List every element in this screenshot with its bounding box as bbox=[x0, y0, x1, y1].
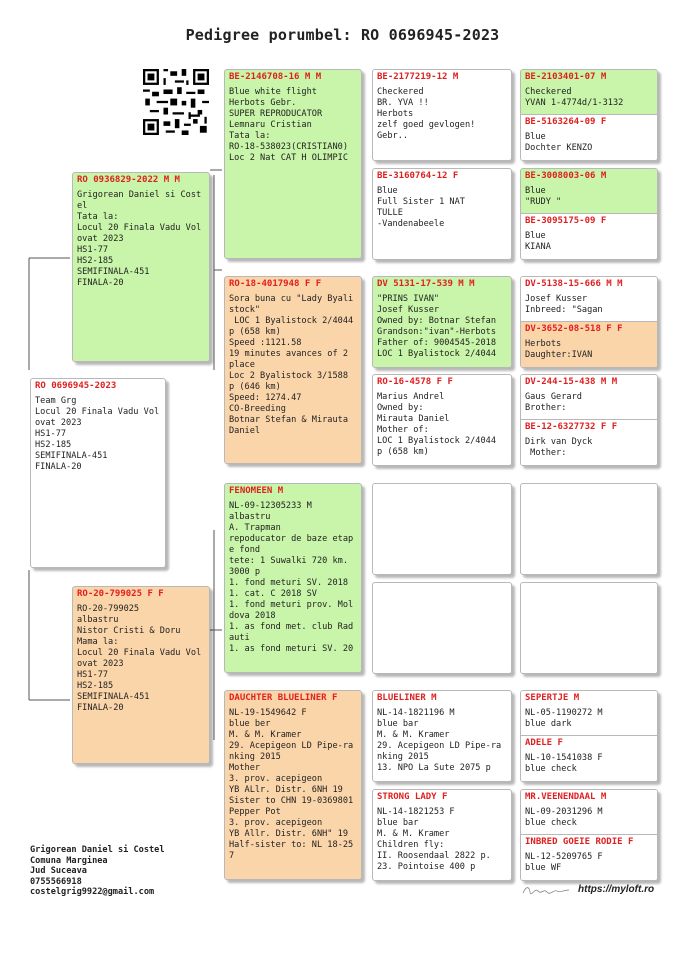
ggp-line: nking 2015 bbox=[377, 752, 429, 762]
gen4-card[interactable] bbox=[521, 277, 657, 321]
ggp-line: Mirauta Daniel bbox=[377, 414, 450, 424]
dam-dam-line: YB ALlr. Distr. 6NH 19 bbox=[229, 785, 343, 795]
sire-line: Grigorean Daniel si Cost bbox=[77, 190, 202, 200]
ggp-line: Herbots bbox=[377, 109, 414, 119]
dam-sire-line: tete: 1 Suwalki 720 km. bbox=[229, 556, 348, 566]
owner-county: Jud Suceava bbox=[30, 866, 87, 876]
dam-sire-line: repoducator de baze etap bbox=[229, 534, 354, 544]
ggp-line: NL-14-1821196 M bbox=[377, 708, 455, 718]
ggp-line: blue bar bbox=[377, 818, 419, 828]
dam-dam-line: Half-sister to: NL 18-25 bbox=[229, 840, 354, 850]
ggp-line: TULLE bbox=[377, 208, 403, 218]
gen4-card[interactable] bbox=[521, 790, 657, 834]
ggp-line: blue bar bbox=[377, 719, 419, 729]
sire-sire-line: Tata la: bbox=[229, 131, 271, 141]
dam-line: Nistor Cristi & Doru bbox=[77, 626, 181, 636]
dam-line: albastru bbox=[77, 615, 119, 625]
dam-line: HS2-185 bbox=[77, 681, 114, 691]
dam-dam-line: 3. prov. acepigeon bbox=[229, 774, 323, 784]
dam-dam-line: M. & M. Kramer bbox=[229, 730, 302, 740]
ggp-line: II. Roosendaal 2822 p. bbox=[377, 851, 491, 861]
owner-name: Grigorean Daniel si Costel bbox=[30, 845, 165, 855]
ggp-card-sdd[interactable] bbox=[372, 374, 512, 466]
gen4-line: KIANA bbox=[525, 242, 551, 252]
ggp-line: 29. Acepigeon LD Pipe-ra bbox=[377, 741, 502, 751]
dam-sire-line: 1. fond meturi prov. Mol bbox=[229, 600, 354, 610]
ggp-card-sds[interactable] bbox=[372, 276, 512, 368]
sire-line: el bbox=[77, 201, 88, 211]
sire-dam-line: Daniel bbox=[229, 426, 261, 436]
ggp-card-sss[interactable] bbox=[372, 69, 512, 161]
sire-sire-line: Lemnaru Cristian bbox=[229, 120, 312, 130]
gen4-card[interactable] bbox=[521, 691, 657, 735]
gen4-line: blue dark bbox=[525, 719, 572, 729]
ggp-ring: RO-16-4578 F F bbox=[377, 377, 453, 387]
ggp-line: 13. NPO La Sute 2075 p bbox=[377, 763, 491, 773]
dam-dam-line: NL-19-1549642 F bbox=[229, 708, 307, 718]
gen4-line: Gaus Gerard bbox=[525, 392, 582, 402]
gen4-line: blue WF bbox=[525, 863, 562, 873]
gen4-line: NL-05-1190272 M bbox=[525, 708, 603, 718]
dam-sire-line: 1. fond meturi SV. 2018 bbox=[229, 578, 348, 588]
ggp-ring: BLUELINER M bbox=[377, 693, 437, 703]
dam-dam-line: 3. prov. acepigeon bbox=[229, 818, 323, 828]
dam-line: SEMIFINALA-451 bbox=[77, 692, 150, 702]
subject-line: HS1-77 bbox=[35, 429, 67, 439]
gen4-card[interactable] bbox=[521, 70, 657, 114]
ggp-line: Owned by: bbox=[377, 403, 424, 413]
sire-dam-line: Botnar Stefan & Mirauta bbox=[229, 415, 348, 425]
gen4-card-empty[interactable] bbox=[520, 582, 658, 674]
gen4-card[interactable] bbox=[521, 213, 657, 260]
gen4-line: Dirk van Dyck bbox=[525, 437, 593, 447]
gen4-ring: INBRED GOEIE RODIE F bbox=[525, 837, 634, 847]
gen4-line: NL-12-5209765 F bbox=[525, 852, 603, 862]
sire-dam-line: place bbox=[229, 360, 255, 370]
gen4-line: Checkered bbox=[525, 87, 572, 97]
ggp-line: p (658 km) bbox=[377, 447, 429, 457]
dam-sire-line: auti bbox=[229, 633, 250, 643]
ggp-line: -Vandenabeele bbox=[377, 219, 445, 229]
gen4-line: YVAN 1-4774d/1-3132 bbox=[525, 98, 624, 108]
gen4-ring: BE-3095175-09 F bbox=[525, 216, 607, 226]
dam-sire-card[interactable] bbox=[224, 483, 362, 673]
gen4-line: blue check bbox=[525, 764, 577, 774]
ggp-line: Gebr.. bbox=[377, 131, 409, 141]
dam-sire-line: 1. cat. C 2018 SV bbox=[229, 589, 317, 599]
owner-contact bbox=[30, 845, 165, 898]
gen4-card[interactable] bbox=[521, 419, 657, 466]
sire-ring: RO 0936829-2022 M M bbox=[77, 175, 180, 185]
sire-sire-line: RO-18-538023(CRISTIAN0) bbox=[229, 142, 348, 152]
gen4-card[interactable] bbox=[521, 321, 657, 368]
ggp-line: Checkered bbox=[377, 87, 424, 97]
sire-dam-line: stock" bbox=[229, 305, 261, 315]
dam-dam-line: 29. Acepigeon LD Pipe-ra bbox=[229, 741, 354, 751]
gen4-line: Dochter KENZO bbox=[525, 143, 593, 153]
gen4-card[interactable] bbox=[521, 834, 657, 881]
dam-sire-line: 1. as fond meturi SV. 20 bbox=[229, 644, 354, 654]
ggp-line: M. & M. Kramer bbox=[377, 829, 450, 839]
dam-sire-ring: FENOMEEN M bbox=[229, 486, 284, 496]
gen4-line: blue check bbox=[525, 818, 577, 828]
owner-email[interactable]: costelgrig9922@gmail.com bbox=[30, 887, 155, 897]
ggp-line: Josef Kusser bbox=[377, 305, 440, 315]
sire-dam-line: Speed :1121.58 bbox=[229, 338, 302, 348]
sire-dam-line: 19 minutes avances of 2 bbox=[229, 349, 348, 359]
gen4-line: Inbreed: "Sagan bbox=[525, 305, 603, 315]
dam-dam-line: YB Allr. Distr. 6NH" 19 bbox=[229, 829, 348, 839]
sire-line: HS2-185 bbox=[77, 256, 114, 266]
dam-sire-line: 3000 p bbox=[229, 567, 261, 577]
sire-dam-line: Sora buna cu "Lady Byali bbox=[229, 294, 354, 304]
gen4-ring: ADELE F bbox=[525, 738, 563, 748]
sire-dam-card[interactable] bbox=[224, 276, 362, 464]
gen4-ring: SEPERTJE M bbox=[525, 693, 580, 703]
dam-dam-line: Sister to CHN 19-0369801 bbox=[229, 796, 354, 806]
gen4-ring: DV-3652-08-518 F F bbox=[525, 324, 623, 334]
sire-line: FINALA-20 bbox=[77, 278, 124, 288]
sire-sire-line: SUPER REPRODUCATOR bbox=[229, 109, 323, 119]
dam-sire-line: NL-09-12305233 M bbox=[229, 501, 312, 511]
ggp-line: zelf goed gevlogen! bbox=[377, 120, 476, 130]
ggp-line: Marius Andrel bbox=[377, 392, 445, 402]
subject-card[interactable] bbox=[30, 378, 166, 568]
dam-line: RO-20-799025 bbox=[77, 604, 140, 614]
ggp-line: Grandson:"ivan"-Herbots bbox=[377, 327, 496, 337]
dam-card[interactable] bbox=[72, 586, 210, 764]
ggp-ring: BE-3160764-12 F bbox=[377, 171, 459, 181]
sire-card[interactable] bbox=[72, 172, 210, 362]
sire-dam-ring: RO-18-4017948 F F bbox=[229, 279, 322, 289]
owner-commune: Comuna Marginea bbox=[30, 855, 108, 866]
gen4-ring: BE-3008003-06 M bbox=[525, 171, 607, 181]
gen4-pair bbox=[520, 374, 658, 466]
gen4-card[interactable] bbox=[521, 375, 657, 419]
gen4-ring: DV-5138-15-666 M M bbox=[525, 279, 623, 289]
dam-sire-line: e fond bbox=[229, 545, 261, 555]
sire-dam-line: Speed: 1274.47 bbox=[229, 393, 302, 403]
gen4-card[interactable] bbox=[521, 735, 657, 782]
ggp-line: M. & M. Kramer bbox=[377, 730, 450, 740]
dam-sire-line: A. Trapman bbox=[229, 523, 281, 533]
sire-sire-line: Blue white flight bbox=[229, 87, 317, 97]
gen4-ring: DV-244-15-438 M M bbox=[525, 377, 618, 387]
ggp-line: Mother of: bbox=[377, 425, 429, 435]
ggp-line: Blue bbox=[377, 186, 398, 196]
gen4-pair bbox=[520, 168, 658, 260]
ggp-card-ssd[interactable] bbox=[372, 168, 512, 260]
gen4-line: Josef Kusser bbox=[525, 294, 588, 304]
page-title: Pedigree porumbel: RO 0696945-2023 bbox=[185, 26, 500, 44]
ggp-line: Full Sister 1 NAT bbox=[377, 197, 465, 207]
sire-dam-line: Loc 2 Byalistock 3/1588 bbox=[229, 371, 348, 381]
ggp-line: Father of: 9004545-2018 bbox=[377, 338, 496, 348]
gen4-card[interactable] bbox=[521, 114, 657, 161]
gen4-pair bbox=[520, 690, 658, 782]
ggp-line: LOC 1 Byalistock 2/4044 bbox=[377, 436, 496, 446]
gen4-ring: MR.VEENENDAAL M bbox=[525, 792, 607, 802]
dam-dam-line: nking 2015 bbox=[229, 752, 281, 762]
ggp-ring: DV 5131-17-539 M M bbox=[377, 279, 475, 289]
gen4-card-empty[interactable] bbox=[520, 483, 658, 575]
gen4-line: Brother: bbox=[525, 403, 567, 413]
gen4-line: "RUDY " bbox=[525, 197, 562, 207]
dam-dam-line: Mother bbox=[229, 763, 261, 773]
sire-sire-line: Herbots Gebr. bbox=[229, 98, 297, 108]
dam-dam-ring: DAUCHTER BLUELINER F bbox=[229, 693, 338, 703]
gen4-line: Blue bbox=[525, 186, 546, 196]
dam-dam-line: 7 bbox=[229, 851, 235, 861]
dam-line: ovat 2023 bbox=[77, 659, 124, 669]
dam-sire-line: dova 2018 bbox=[229, 611, 276, 621]
subject-ring: RO 0696945-2023 bbox=[35, 381, 117, 391]
gen4-line: NL-10-1541038 F bbox=[525, 753, 603, 763]
dam-dam-line: Pepper Pot bbox=[229, 807, 281, 817]
dam-dam-line: blue ber bbox=[229, 719, 271, 729]
gen4-line: Blue bbox=[525, 231, 546, 241]
ggp-line: NL-14-1821253 F bbox=[377, 807, 455, 817]
ggp-line: 23. Pointoise 400 p bbox=[377, 862, 476, 872]
subject-line: ovat 2023 bbox=[35, 418, 82, 428]
sire-dam-line: CO-Breeding bbox=[229, 404, 286, 414]
ggp-card-empty[interactable] bbox=[372, 483, 512, 575]
sire-line: ovat 2023 bbox=[77, 234, 124, 244]
subject-line: Locul 20 Finala Vadu Vol bbox=[35, 407, 160, 417]
sire-sire-ring: BE-2146708-16 M M bbox=[229, 72, 322, 82]
ggp-line: Owned by: Botnar Stefan bbox=[377, 316, 496, 326]
ggp-line: Children fly: bbox=[377, 840, 445, 850]
dam-sire-line: 1. as fond met. club Rad bbox=[229, 622, 354, 632]
website-link[interactable]: https://myloft.ro bbox=[578, 884, 655, 895]
gen4-ring: BE-5163264-09 F bbox=[525, 117, 607, 127]
ggp-line: LOC 1 Byalistock 2/4044 bbox=[377, 349, 496, 359]
sire-line: Locul 20 Finala Vadu Vol bbox=[77, 223, 202, 233]
ggp-ring: STRONG LADY F bbox=[377, 792, 448, 802]
subject-line: FINALA-20 bbox=[35, 462, 82, 472]
gen4-pair bbox=[520, 276, 658, 368]
ggp-line: "PRINS IVAN" bbox=[377, 294, 440, 304]
subject-line: HS2-185 bbox=[35, 440, 72, 450]
gen4-line: Herbots bbox=[525, 339, 562, 349]
subject-line: SEMIFINALA-451 bbox=[35, 451, 108, 461]
gen4-ring: BE-12-6327732 F F bbox=[525, 422, 618, 432]
gen4-line: Mother: bbox=[525, 448, 567, 458]
ggp-ring: BE-2177219-12 M bbox=[377, 72, 459, 82]
ggp-card-empty[interactable] bbox=[372, 582, 512, 674]
dam-dam-card[interactable] bbox=[224, 690, 362, 880]
gen4-pair bbox=[520, 789, 658, 881]
sire-line: Tata la: bbox=[77, 212, 119, 222]
dam-line: FINALA-20 bbox=[77, 703, 124, 713]
dam-sire-line: albastru bbox=[229, 512, 271, 522]
gen4-line: NL-09-2031296 M bbox=[525, 807, 603, 817]
sire-dam-line: p (658 km) bbox=[229, 327, 281, 337]
sire-line: HS1-77 bbox=[77, 245, 109, 255]
gen4-line: Blue bbox=[525, 132, 546, 142]
sire-dam-line: LOC 1 Byalistock 2/4044 bbox=[229, 316, 354, 326]
owner-phone: 0755566918 bbox=[30, 876, 82, 887]
gen4-ring: BE-2103401-07 M bbox=[525, 72, 607, 82]
ggp-line: BR. YVA !! bbox=[377, 98, 429, 108]
signature-icon bbox=[521, 884, 571, 896]
sire-dam-line: p (646 km) bbox=[229, 382, 281, 392]
subject-line: Team Grg bbox=[35, 396, 77, 406]
dam-line: Locul 20 Finala Vadu Vol bbox=[77, 648, 202, 658]
dam-line: Mama la: bbox=[77, 637, 119, 647]
sire-sire-line: Loc 2 Nat CAT H OLIMPIC bbox=[229, 153, 348, 163]
sire-line: SEMIFINALA-451 bbox=[77, 267, 150, 277]
sire-sire-card[interactable] bbox=[224, 69, 362, 259]
ggp-card-dds[interactable] bbox=[372, 690, 512, 782]
ggp-card-ddd[interactable] bbox=[372, 789, 512, 881]
gen4-card[interactable] bbox=[521, 169, 657, 213]
gen4-pair bbox=[520, 69, 658, 161]
dam-line: HS1-77 bbox=[77, 670, 109, 680]
qr-code-icon bbox=[143, 69, 209, 135]
dam-ring: RO-20-799025 F F bbox=[77, 589, 164, 599]
gen4-line: Daughter:IVAN bbox=[525, 350, 593, 360]
